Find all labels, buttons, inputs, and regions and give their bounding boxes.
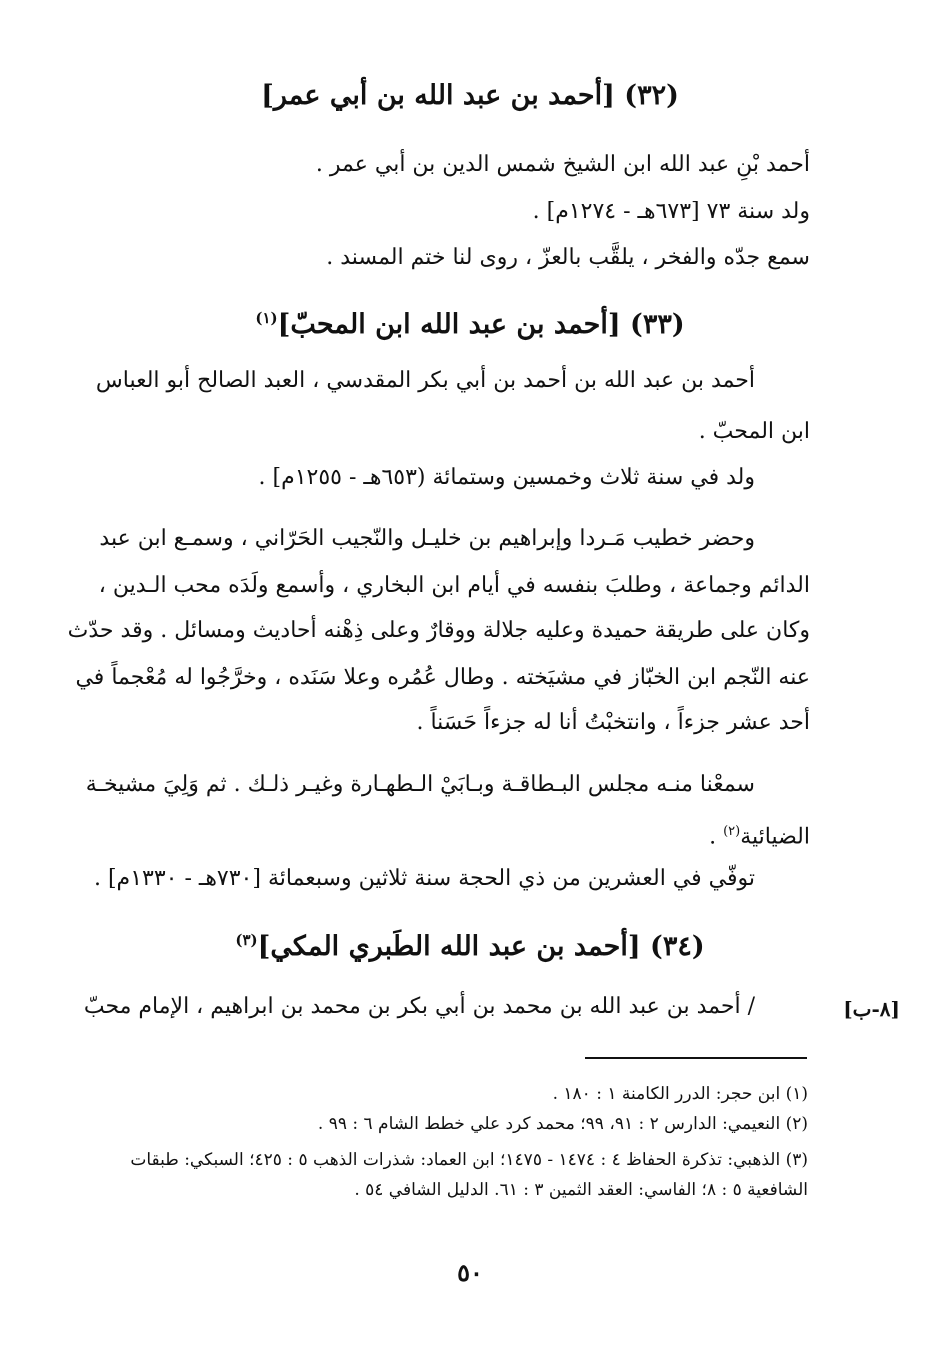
footnote-ref-3: (٣): [235, 931, 258, 949]
entry-34-line-1: / أحمد بن عبد الله بن محمد بن أبي بكر بن محمد بن ابراهيم ، الإمام محبّ: [83, 994, 755, 1019]
entry-33-line-4: وحضر خطيب مَـردا وإبراهيم بن خليـل والنّجيب الحَرّاني ، وسمـع ابن عبد: [99, 526, 755, 551]
entry-33-line-11: توفّي في العشرين من ذي الحجة سنة ثلاثين وسبعمائة [٧٣٠هـ - ١٣٣٠م] .: [93, 866, 755, 891]
footnote-3: (٣) الذهبي: تذكرة الحفاظ ٤ : ١٤٧٤ - ١٤٧٥؛ ابن العماد: شذرات الذهب ٥ : ٤٢٥؛ السبكي: طبقات: [130, 1150, 808, 1170]
entry-32-line-1: أحمد بْنِ عبد الله ابن الشيخ شمس الدين بن أبي عمر .: [315, 152, 810, 177]
footnote-2: (٢) النعيمي: الدارس ٢ : ٩١، ٩٩؛ محمد كرد علي خطط الشام ٦ : ٩٩ .: [317, 1114, 808, 1134]
page-number: ٥٠: [457, 1258, 483, 1287]
entry-33-line-8: أحد عشر جزءاً ، وانتخبْتُ أنا له جزءاً حَسَناً .: [416, 710, 810, 735]
entry-heading-34: [0, 920, 940, 967]
footnote-ref-2: (٢): [723, 824, 741, 839]
entry-33-line-9: سمعْنا منـه مجلس البـطاقـة وبـابَيْ الـطهـارة وغيـر ذلـك . ثم وَلِيَ مشيخـة: [85, 772, 755, 797]
entry-33-line-5: الدائم وجماعة ، وطلبَ بنفسه في أيام ابن البخاري ، وأسمع ولَدَه محب الـدين ،: [98, 573, 810, 598]
entry-33-line-1: أحمد بن عبد الله بن أحمد بن أبي بكر المقدسي ، العبد الصالح أبو العباس: [95, 368, 755, 393]
entry-33-line-7: عنه النّجم ابن الخبّاز في مشيَخته . وطال عُمُره وعلا سَنَده ، وخرَّجُوا له مُعْجماً في: [75, 665, 810, 690]
entry-heading-32: [0, 76, 940, 116]
entry-33-line-6: وكان على طريقة حميدة وعليه جلالة ووقارٌ وعلى ذِهْنه أحاديث ومسائل . وقد حدّث: [67, 618, 810, 643]
entry-33-line-3: ولد في سنة ثلاث وخمسين وستمائة (٦٥٣هـ - ١٢٥٥م] .: [258, 465, 755, 490]
footnote-1: (١) ابن حجر: الدرر الكامنة ١ : ١٨٠ .: [552, 1084, 808, 1104]
footnote-3-continued: الشافعية ٥ : ٨؛ الفاسي: العقد الثمين ٣ : ٦١. الدليل الشافي ٥٤ .: [354, 1180, 808, 1200]
entry-33-line-2: ابن المحبّ .: [698, 419, 810, 444]
entry-heading-33-text: (٣٣) [أحمد بن عبد الله ابن المحبّ]: [277, 309, 685, 340]
entry-33-line-10-text: الضيائية: [740, 824, 810, 850]
manuscript-folio-ref: [٨-ب]: [843, 997, 900, 1021]
footnote-separator: [585, 1057, 807, 1059]
entry-33-line-10-end: .: [709, 824, 724, 850]
entry-heading-34-text: (٣٤) [أحمد بن عبد الله الطَبري المكي]: [257, 931, 705, 962]
entry-heading-32-text: (٣٢) [أحمد بن عبد الله بن أبي عمر]: [261, 80, 679, 111]
entry-heading-33: [0, 298, 940, 345]
entry-32-line-2: ولد سنة ٧٣ [٦٧٣هـ - ١٢٧٤م] .: [532, 199, 810, 224]
entry-33-line-10: [60, 815, 810, 854]
entry-32-line-3: سمع جدّه والفخر ، يلقَّب بالعزّ ، روى لنا ختم المسند .: [326, 245, 810, 270]
footnote-ref-1: (١): [255, 309, 278, 327]
